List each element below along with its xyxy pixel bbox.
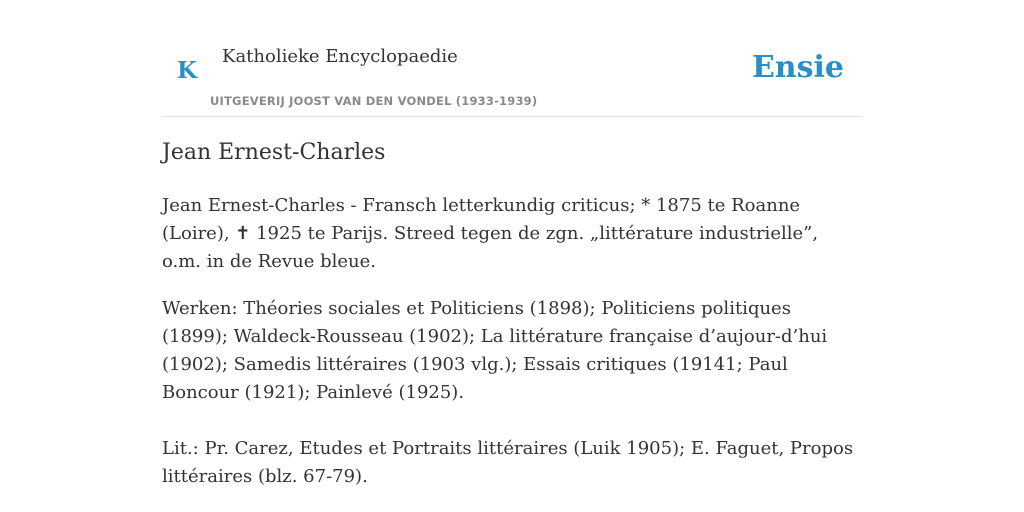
article-paragraph-intro: Jean Ernest-Charles - Fransch letterkundig criticus; * 1875 te Roanne (Loire), ✝ 1925 te Parijs. Streed tegen de zgn. „littérature industrielle”, o.m. in de Revue bleue. [162,195,819,272]
site-title-link[interactable]: Katholieke Encyclopaedie [222,46,458,67]
site-header [162,0,862,117]
ensie-brand-logo[interactable]: Ensie [751,50,844,85]
article-title: Jean Ernest-Charles [162,140,386,165]
article-paragraph-literature: Lit.: Pr. Carez, Etudes et Portraits littéraires (Luik 1905); E. Faguet, Propos littéraires (blz. 67-79). [162,438,854,487]
article-paragraph-works: Werken: Théories sociales et Politiciens (1898); Politiciens politiques (1899); Waldeck-Rousseau (1902); La littérature française d’aujour-d’hui (1902); Samedis littéraires (1903 vlg.); Essais critiques (19141; Paul Boncour (1921); Painlevé (1925). [162,298,828,403]
publisher-subtitle: UITGEVERIJ JOOST VAN DEN VONDEL (1933-1939) [210,94,538,108]
page [162,0,862,487]
encyclopedia-logo[interactable]: K [177,57,197,84]
